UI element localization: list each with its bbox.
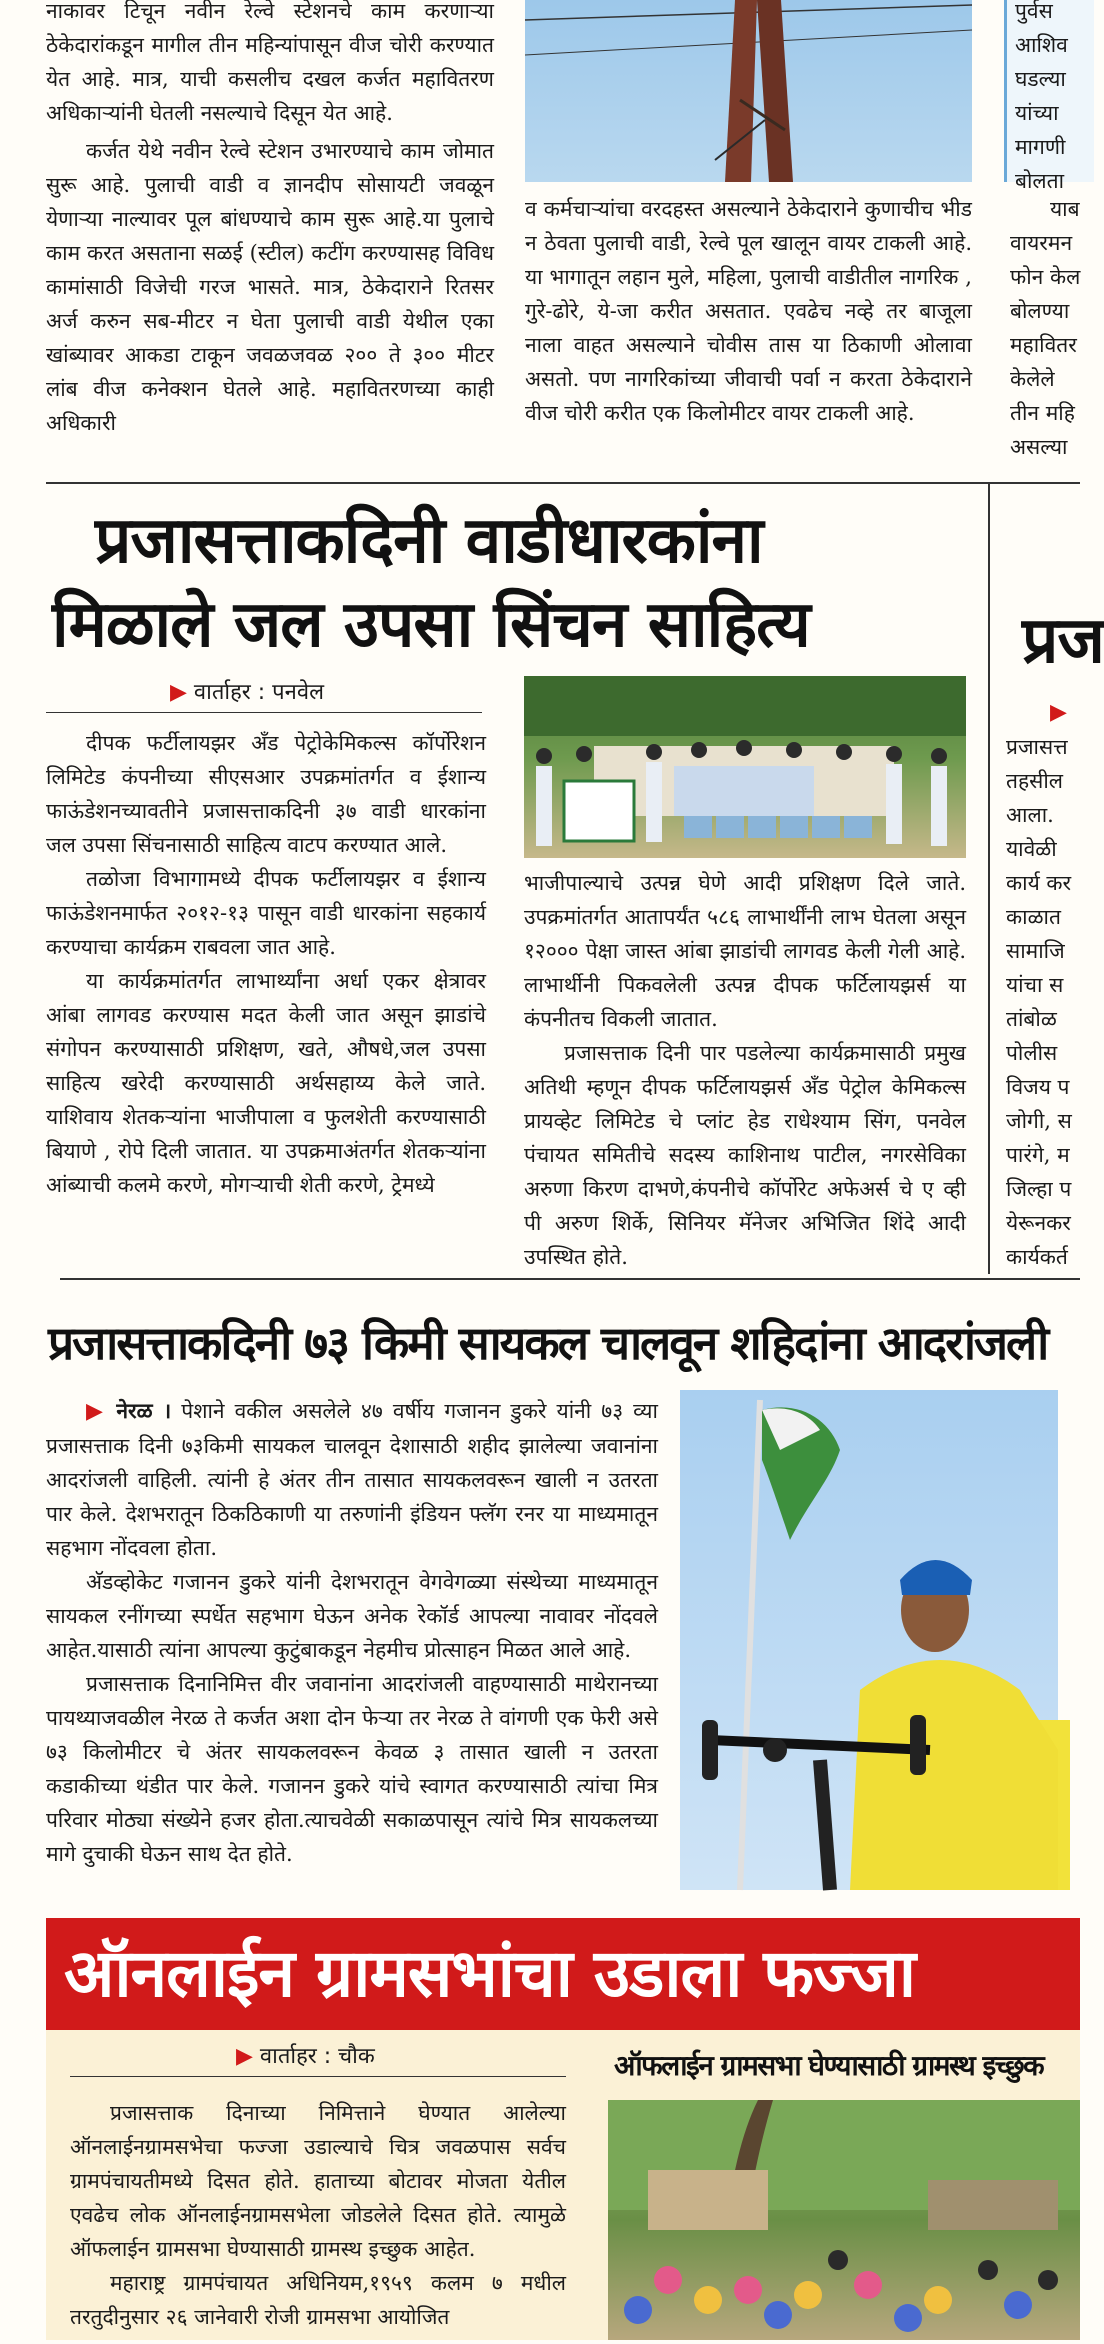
- event-group-photo: [524, 676, 966, 858]
- top-story-col2: [525, 192, 972, 430]
- story3-body: [46, 1394, 658, 1871]
- text-line: फोन केल: [1010, 265, 1081, 289]
- paragraph: प्रजासत्ताक दिनाच्या निमित्ताने घेण्यात आलेल्या ऑनलाईनग्रामसभेचा फज्जा उडाल्याचे चित्र जवळपास सर्वच ग्रामपंचायतीमध्ये दिसत होते. हाताच्या बोटावर मोजता येतील एवढेच लोक ऑनलाईनग्रामसभेला जोडलेले दिसत होते. त्यामुळे ऑफलाईन ग्रामसभा घेण्यासाठी ग्रामस्थ इच्छुक आहेत.: [70, 2101, 566, 2261]
- text-line: पोलीस: [1006, 1041, 1058, 1065]
- text-line: पारंगे, म: [1006, 1143, 1070, 1167]
- paragraph: भाजीपाल्याचे उत्पन्न घेणे आदी प्रशिक्षण दिले जाते. उपक्रमांतर्गत आतापर्यंत ५८६ लाभार्थींनी लाभ घेतला असून १२००० पेक्षा जास्त आंबा झाडांची लागवड केली गेली आहे. लाभार्थीनी पिकवलेली उत्पन्न दीपक फर्टिलायझर्स या कंपनीतच विकली जातात.: [524, 871, 966, 1031]
- pole-image: [525, 0, 972, 182]
- text-line: वायरमन: [1010, 231, 1073, 255]
- text-line: तीन महि: [1010, 401, 1075, 425]
- text-line: यांच्या: [1015, 101, 1059, 125]
- story2-col2: [524, 866, 966, 1274]
- text-line: सामाजि: [1006, 939, 1065, 963]
- text-line: आशिव: [1015, 33, 1068, 57]
- story2-headline-line1: प्रजासत्ताकदिनी वाडीधारकांना: [95, 504, 763, 578]
- gram-sabha-photo: [608, 2100, 1080, 2340]
- side-story-col: [1006, 696, 1080, 1274]
- group-image: [524, 676, 966, 858]
- story4-subhead: ऑफलाईन ग्रामसभा घेण्यासाठी ग्रामस्थ इच्छुक: [614, 2049, 1044, 2082]
- story2-byline: [170, 676, 324, 706]
- cyclist-image: [680, 1390, 1058, 1890]
- side-story-headline: प्रज: [1022, 604, 1104, 678]
- paragraph: प्रजासत्ताक दिनानिमित्त वीर जवानांना आदरांजली वाहण्यासाठी माथेरानच्या पायथ्याजवळील नेरळ ते कर्जत अशा दोन फेऱ्या तर नेरळ ते वांगणी एक फेरी असे ७३ किलोमीटर चे अंतर सायकलवरून केवळ ३ तासात खाली न उतरता कडाकीच्या थंडीत पार केले. गजानन डुकरे यांचे स्वागत करण्यासाठी त्यांचा मित्र परिवार मोठ्या संख्येने हजर होता.त्याचवेळी सकाळपासून त्यांचे मित्र सायकलच्या मागे दुचाकी घेऊन साथ देत होते.: [46, 1672, 658, 1866]
- byline-text: वार्ताहर : चौक: [259, 2044, 375, 2069]
- text-line: जोगी, स: [1006, 1109, 1072, 1133]
- story4-banner: [46, 1918, 1080, 2030]
- text-line: यांचा स: [1006, 973, 1064, 997]
- text-line: महावितर: [1010, 333, 1077, 357]
- vertical-divider: [988, 484, 990, 1274]
- triangle-icon: ▶: [86, 1399, 107, 1424]
- electric-pole-photo: [525, 0, 972, 182]
- story3-headline: प्रजासत्ताकदिनी ७३ किमी सायकल चालवून शहिदांना आदरांजली: [48, 1316, 1048, 1370]
- paragraph: नाकावर टिचून नवीन रेल्वे स्टेशनचे काम करणाऱ्या ठेकेदारांकडून मागील तीन महिन्यांपासून वीज चोरी करण्यात येत आहे. मात्र, याची कसलीच दखल कर्जत महावितरण अधिकाऱ्यांनी घेतली नसल्याचे दिसून येत आहे.: [46, 0, 494, 125]
- cyclist-photo: [680, 1390, 1058, 1890]
- text-line: तहसील: [1006, 769, 1063, 793]
- paragraph: प्रजासत्ताक दिनी पार पडलेल्या कार्यक्रमासाठी प्रमुख अतिथी म्हणून दीपक फर्टिलायझर्स अँड पेट्रोल केमिकल्स प्रायव्हेट लिमिटेड चे प्लांट हेड राधेश्याम सिंग, पनवेल पंचायत समितीचे सदस्य काशिनाथ पाटील, नगरसेविका अरुणा किरण दाभणे,कंपनीचे कॉर्पोरेट अफेअर्स चे ए व्ही पी अरुण शिर्के, सिनियर मॅनेजर अभिजित शिंदे आदी उपस्थित होते.: [524, 1041, 966, 1269]
- divider: [60, 1278, 1080, 1280]
- story4-banner-text: ऑनलाईन ग्रामसभांचा उडाला फज्जा: [64, 1935, 915, 2012]
- paragraph: [46, 1394, 658, 1565]
- text-line: जिल्हा प: [1006, 1177, 1072, 1201]
- text-line: केलेले: [1010, 367, 1055, 391]
- text-line: याब: [1050, 197, 1080, 221]
- text-line: तांबोळ: [1006, 1007, 1057, 1031]
- paragraph: दीपक फर्टीलायझर अँड पेट्रोकेमिकल्स कॉर्पोरेशन लिमिटेड कंपनीच्या सीएसआर उपक्रमांतर्गत व ईशान्य फाऊंडेशनच्यावतीने प्रजासत्ताकदिनी ३७ वाडी धारकांना जल उपसा सिंचनासाठी साहित्य वाटप करण्यात आले.: [46, 731, 486, 857]
- story4-body: [70, 2096, 566, 2334]
- top-story-col1: [46, 0, 494, 440]
- paragraph: कर्जत येथे नवीन रेल्वे स्टेशन उभारण्याचे काम जोमात सुरू आहे. पुलाची वाडी व ज्ञानदीप सोसायटी जवळून येणाऱ्या नाल्यावर पूल बांधण्याचे काम सुरू आहे.या पुलाचे काम करत असताना सळई (स्टील) कटींग करण्यासह विविध कामांसाठी विजेची गरज भासते. मात्र, ठेकेदाराने रितसर अर्ज करुन सब-मीटर न घेता पुलाची वाडी येथील एका खांब्यावर आकडा टाकून जवळजवळ २०० ते ३०० मीटर लांब वीज कनेक्शन घेतले आहे. महावितरणच्या काही अधिकारी: [46, 139, 494, 435]
- text-line: घडल्या: [1015, 67, 1066, 91]
- triangle-icon: ▶: [236, 2044, 253, 2069]
- text-line: आला.: [1006, 803, 1054, 827]
- text-line: बोलता: [1015, 169, 1065, 193]
- text-line: काळात: [1006, 905, 1061, 929]
- paragraph: महाराष्ट्र ग्रामपंचायत अधिनियम,१९५९ कलम ७ मधील तरतुदीनुसार २६ जानेवारी रोजी ग्रामसभा आयोजित: [70, 2271, 566, 2329]
- byline-text: वार्ताहर : पनवेल: [193, 680, 325, 705]
- top-story-col3: [1004, 0, 1094, 193]
- paragraph: व कर्मचाऱ्यांचा वरदहस्त असल्याने ठेकेदाराने कुणाचीच भीड न ठेवता पुलाची वाडी, रेल्वे पूल खालून वायर टाकली आहे. या भागातून लहान मुले, महिला, पुलाची वाडीतील नागरिक , गुरे-ढोरे, ये-जा करीत असतात. एवढेच नव्हे तर बाजूला नाला वाहत असल्याने चोवीस तास या ठिकाणी ओलावा असतो. पण नागरिकांच्या जीवाची पर्वा न करता ठेकेदाराने वीज चोरी करीत एक किलोमीटर वायर टाकली आहे.: [525, 197, 972, 425]
- top-story-col3b: [1010, 192, 1090, 464]
- story2-headline-line2: मिळाले जल उपसा सिंचन साहित्य: [52, 588, 810, 662]
- byline-rule: [70, 2076, 566, 2077]
- text-line: प्रजासत्त: [1006, 735, 1068, 759]
- byline-rule: [46, 712, 482, 713]
- triangle-icon: ▶: [1050, 700, 1067, 725]
- text-line: कार्य कर: [1006, 871, 1072, 895]
- story2-col1: [46, 726, 486, 1202]
- text-line: मागणी: [1015, 135, 1066, 159]
- text-line: येरूनकर: [1006, 1211, 1071, 1235]
- paragraph: तळोजा विभागामध्ये दीपक फर्टीलायझर व ईशान्य फाऊंडेशनमार्फत २०१२-१३ पासून वाडी धारकांना सहकार्य करण्याचा कार्यक्रम राबवला जात आहे.: [46, 867, 486, 959]
- story4-byline: [236, 2040, 375, 2070]
- text-line: पुर्वस: [1015, 0, 1053, 23]
- triangle-icon: ▶: [170, 680, 187, 705]
- text-line: असल्या: [1010, 435, 1068, 459]
- paragraph: या कार्यक्रमांतर्गत लाभार्थ्यांना अर्धा एकर क्षेत्रावर आंबा लागवड करण्यास मदत केली जात असून झाडांचे संगोपन करण्यासाठी प्रशिक्षण, खते, औषधे,जल उपसा साहित्य खरेदी करण्यासाठी अर्थसहाय्य केले जाते. याशिवाय शेतकऱ्यांना भाजीपाला व फुलशेती करण्यासाठी बियाणे , रोपे दिली जातात. या उपक्रमाअंतर्गत शेतकऱ्यांना आंब्याची कलमे करणे, मोगऱ्याची शेती करणे, ट्रेमध्ये: [46, 969, 486, 1197]
- paragraph: अ‍ॅडव्होकेट गजानन डुकरे यांनी देशभरातून वेगवेगळ्या संस्थेच्या माध्यमातून सायकल रनींगच्या स्पर्धेत सहभाग घेऊन अनेक रेकॉर्ड आपल्या नावावर नोंदवले आहेत.यासाठी त्यांना आपल्या कुटुंबाकडून नेहमीच प्रोत्साहन मिळत आले आहे.: [46, 1570, 658, 1662]
- text-line: यावेळी: [1006, 837, 1057, 861]
- text-line: कार्यकर्त: [1006, 1245, 1068, 1269]
- text-line: विजय प: [1006, 1075, 1070, 1099]
- divider: [46, 482, 1080, 484]
- dateline: नेरळ ।: [116, 1398, 172, 1423]
- paragraph-text: पेशाने वकील असलेले ४७ वर्षीय गजानन डुकरे यांनी ७३ व्या प्रजासत्ताक दिनी ७३किमी सायकल चालवून देशासाठी शहीद झालेल्या जवानांना आदरांजली वाहिली. त्यांनी हे अंतर तीन तासात सायकलवरून खाली न उतरता पार केले. देशभरातून ठिकठिकाणी या तरुणांनी इंडियन फ्लॅग रनर या माध्यमातून सहभाग नोंदवला होता.: [46, 1399, 658, 1560]
- gathering-image: [608, 2100, 1080, 2340]
- text-line: बोलण्या: [1010, 299, 1070, 323]
